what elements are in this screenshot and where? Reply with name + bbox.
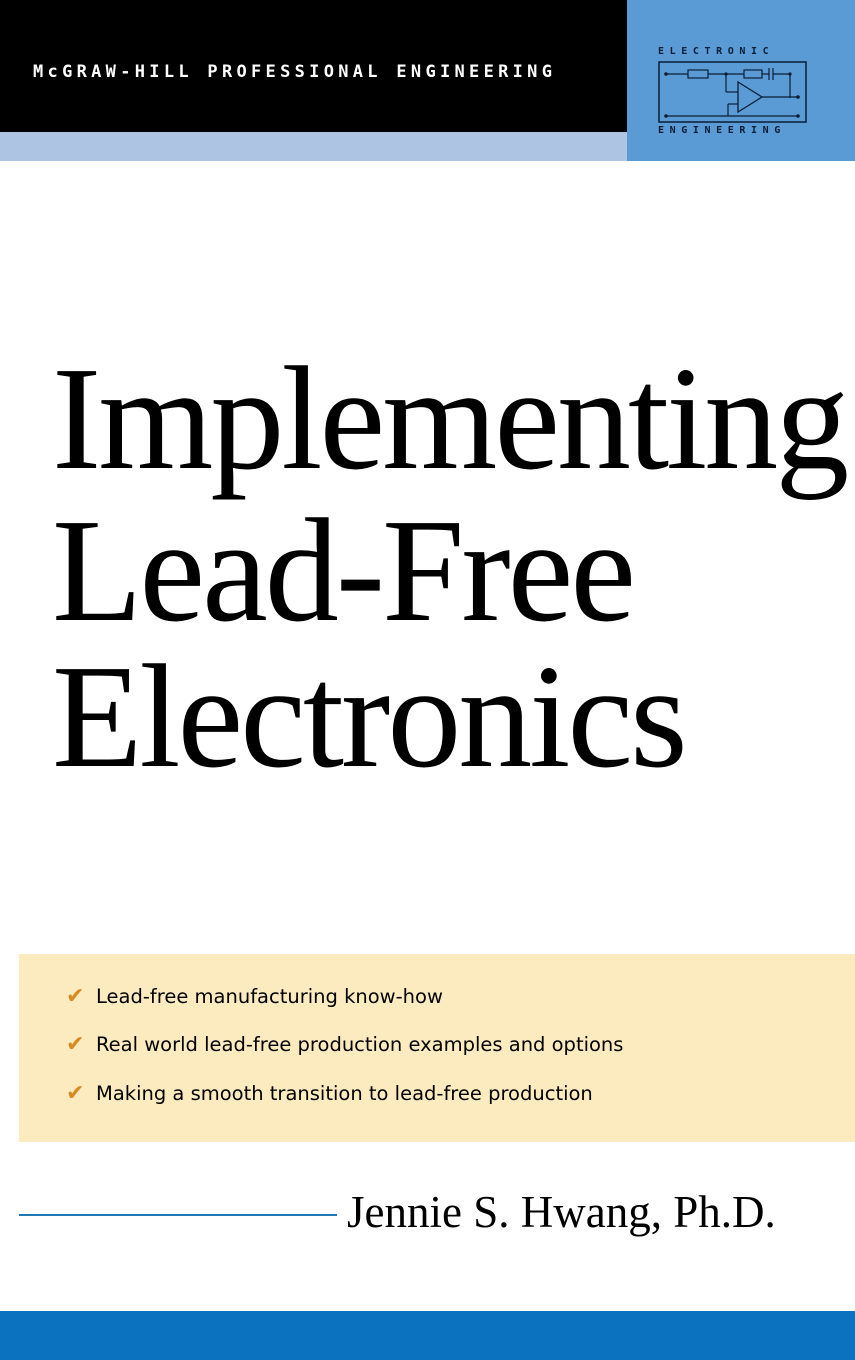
feature-text: Real world lead-free production examples and options (96, 1032, 624, 1056)
checkmark-icon: ✔ (66, 1031, 85, 1057)
feature-text: Lead-free manufacturing know-how (96, 984, 443, 1008)
series-band (0, 0, 627, 132)
op-amp-circuit-icon (658, 60, 808, 124)
badge-top-text: ELECTRONIC (658, 46, 775, 57)
author-name: Jennie S. Hwang, Ph.D. (347, 1187, 776, 1237)
checkmark-icon: ✔ (66, 1080, 85, 1106)
feature-text: Making a smooth transition to lead-free production (96, 1081, 593, 1105)
series-name: McGRAW-HILL PROFESSIONAL ENGINEERING (33, 62, 557, 82)
feature-item (66, 1078, 593, 1108)
badge-bottom-text: ENGINEERING (658, 125, 786, 136)
title-line-3: Electronics (52, 635, 685, 799)
author-rule (19, 1214, 337, 1216)
checkmark-icon: ✔ (66, 983, 85, 1009)
bottom-band (0, 1311, 855, 1360)
feature-item (66, 1029, 623, 1059)
title-line-1: Implementing (52, 337, 847, 501)
feature-item (66, 981, 443, 1011)
title-line-2: Lead-Free (52, 489, 634, 653)
series-stripe (0, 132, 627, 161)
